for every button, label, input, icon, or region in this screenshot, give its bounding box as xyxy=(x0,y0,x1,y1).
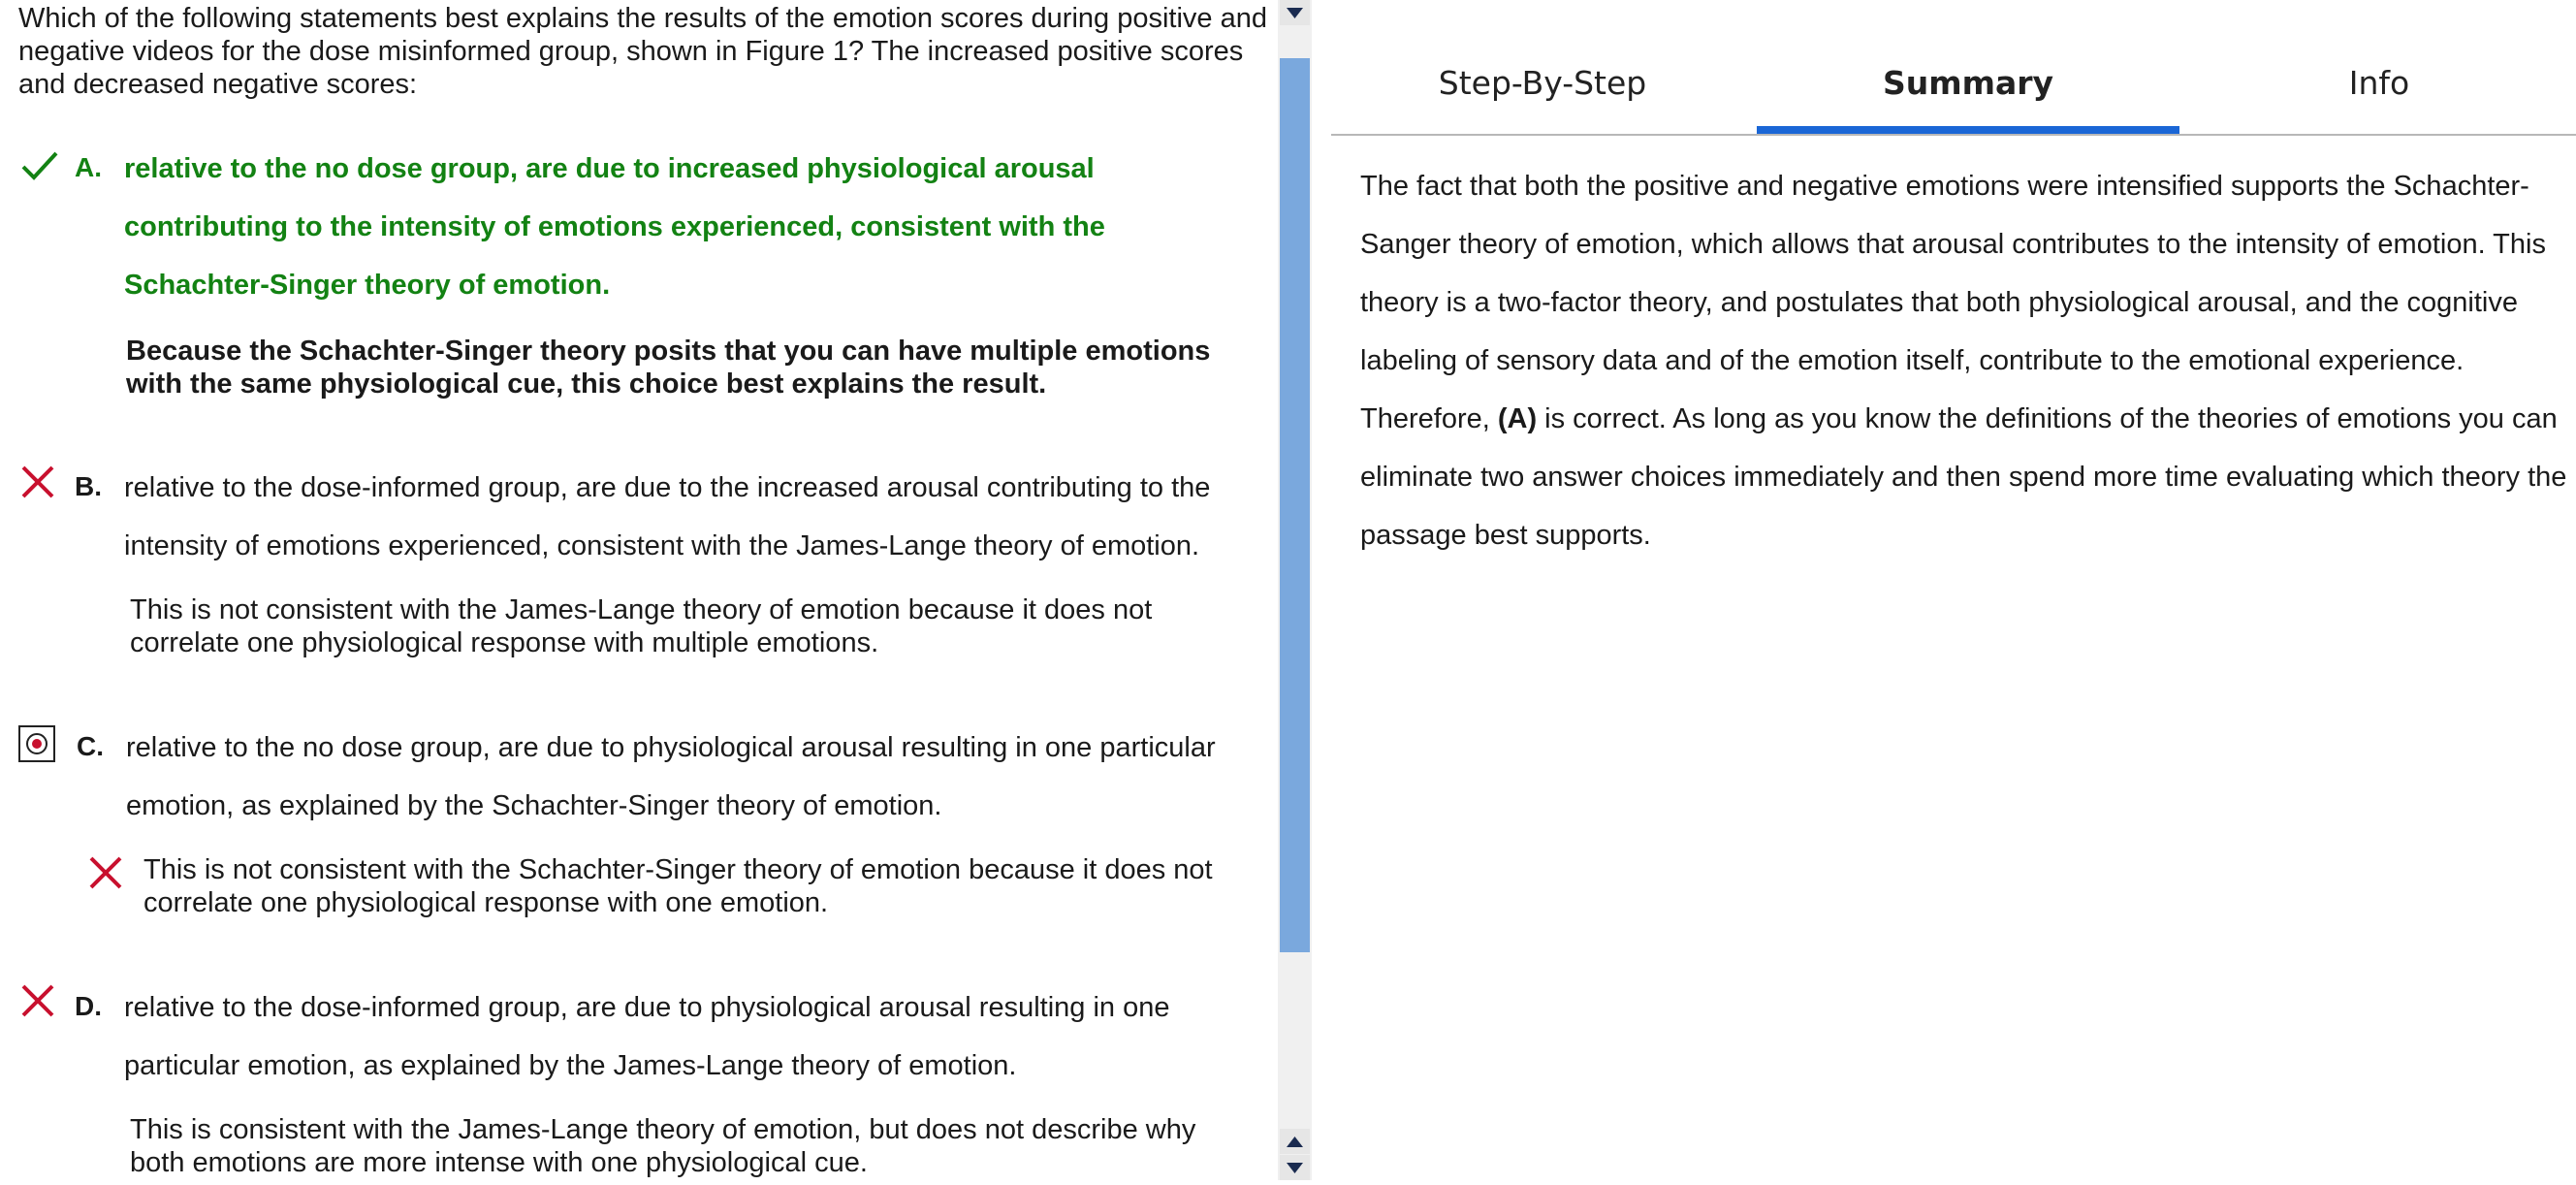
radio-selected-icon[interactable] xyxy=(18,725,55,762)
question-pane xyxy=(0,0,1278,1180)
choice-d-text[interactable]: relative to the dose-informed group, are due to physiological arousal resulting in one particular emotion, as explained by the James-Lange theory of emotion. xyxy=(124,992,1170,1081)
choice-a-explanation: Because the Schachter-Singer theory posits that you can have multiple emotions with the same physiological cue, this choice best explains the result. xyxy=(126,336,1211,400)
active-tab-indicator xyxy=(1757,126,2179,134)
question-text: Which of the following statements best explains the results of the emotion scores during positive and negative videos for the dose misinformed group, shown in Figure 1? The increased positive scores and decreased negative scores: xyxy=(18,3,1267,100)
summary-part-2: is correct. As long as you know the definitions of the theories of emotions you can eliminate two answer choices immediately and then spend more time evaluating which theory the passage best supports. xyxy=(1360,403,2567,551)
summary-text xyxy=(1360,157,2574,564)
scroll-up-button[interactable] xyxy=(1280,1129,1310,1154)
x-icon xyxy=(17,980,60,1023)
arrow-down-icon xyxy=(1280,0,1310,25)
choice-a-text[interactable]: relative to the no dose group, are due to increased physiological arousal contributing to the intensity of emotions experienced, consistent with the Schachter-Singer theory of emotion. xyxy=(124,153,1105,301)
choice-c-letter: C. xyxy=(77,731,104,761)
choice-d-letter: D. xyxy=(75,991,102,1021)
scroll-thumb[interactable] xyxy=(1280,58,1310,952)
scrollbar[interactable] xyxy=(1278,0,1312,1180)
choice-b-explanation: This is not consistent with the James-Lange theory of emotion because it does not correlate one physiological response with multiple emotions. xyxy=(130,594,1153,658)
x-icon xyxy=(17,462,60,504)
check-icon xyxy=(19,145,62,188)
explanation-pane xyxy=(1331,0,2576,1180)
tab-summary[interactable]: Summary xyxy=(1882,64,2054,102)
summary-answer: (A) xyxy=(1497,403,1538,434)
tab-divider xyxy=(1331,134,2576,136)
summary-part-1: The fact that both the positive and negative emotions were intensified supports the Schachter-Sanger theory of emotion, which allows that arousal contributes to the intensity of emotion. This theory is a two-factor theory, and postulates that both physiological arousal, and the cognitive labeling of sensory data and of the emotion itself, contribute to the emotional experience. Therefore, xyxy=(1360,171,2546,434)
scroll-down-button[interactable] xyxy=(1280,1155,1310,1180)
choice-c-text[interactable]: relative to the no dose group, are due to physiological arousal resulting in one particular emotion, as explained by the Schachter-Singer theory of emotion. xyxy=(126,732,1216,821)
tab-info[interactable]: Info xyxy=(2348,64,2410,102)
tab-step-by-step[interactable]: Step-By-Step xyxy=(1438,64,1647,102)
choice-b-text[interactable]: relative to the dose-informed group, are due to the increased arousal contributing to the intensity of emotions experienced, consistent with the James-Lange theory of emotion. xyxy=(124,472,1211,561)
choice-b-letter: B. xyxy=(75,471,102,501)
tab-bar xyxy=(1331,39,2576,136)
choice-c-explanation: This is not consistent with the Schachter-Singer theory of emotion because it does not correlate one physiological response with one emotion. xyxy=(143,854,1213,918)
x-icon xyxy=(85,852,128,895)
choice-a-letter: A. xyxy=(75,152,102,182)
scroll-down-button-top[interactable] xyxy=(1280,0,1310,25)
arrow-down-icon xyxy=(1280,1155,1310,1180)
choice-d-explanation: This is consistent with the James-Lange theory of emotion, but does not describe why both emotions are more intense with one physiological cue. xyxy=(130,1114,1196,1178)
arrow-up-icon xyxy=(1280,1129,1310,1154)
